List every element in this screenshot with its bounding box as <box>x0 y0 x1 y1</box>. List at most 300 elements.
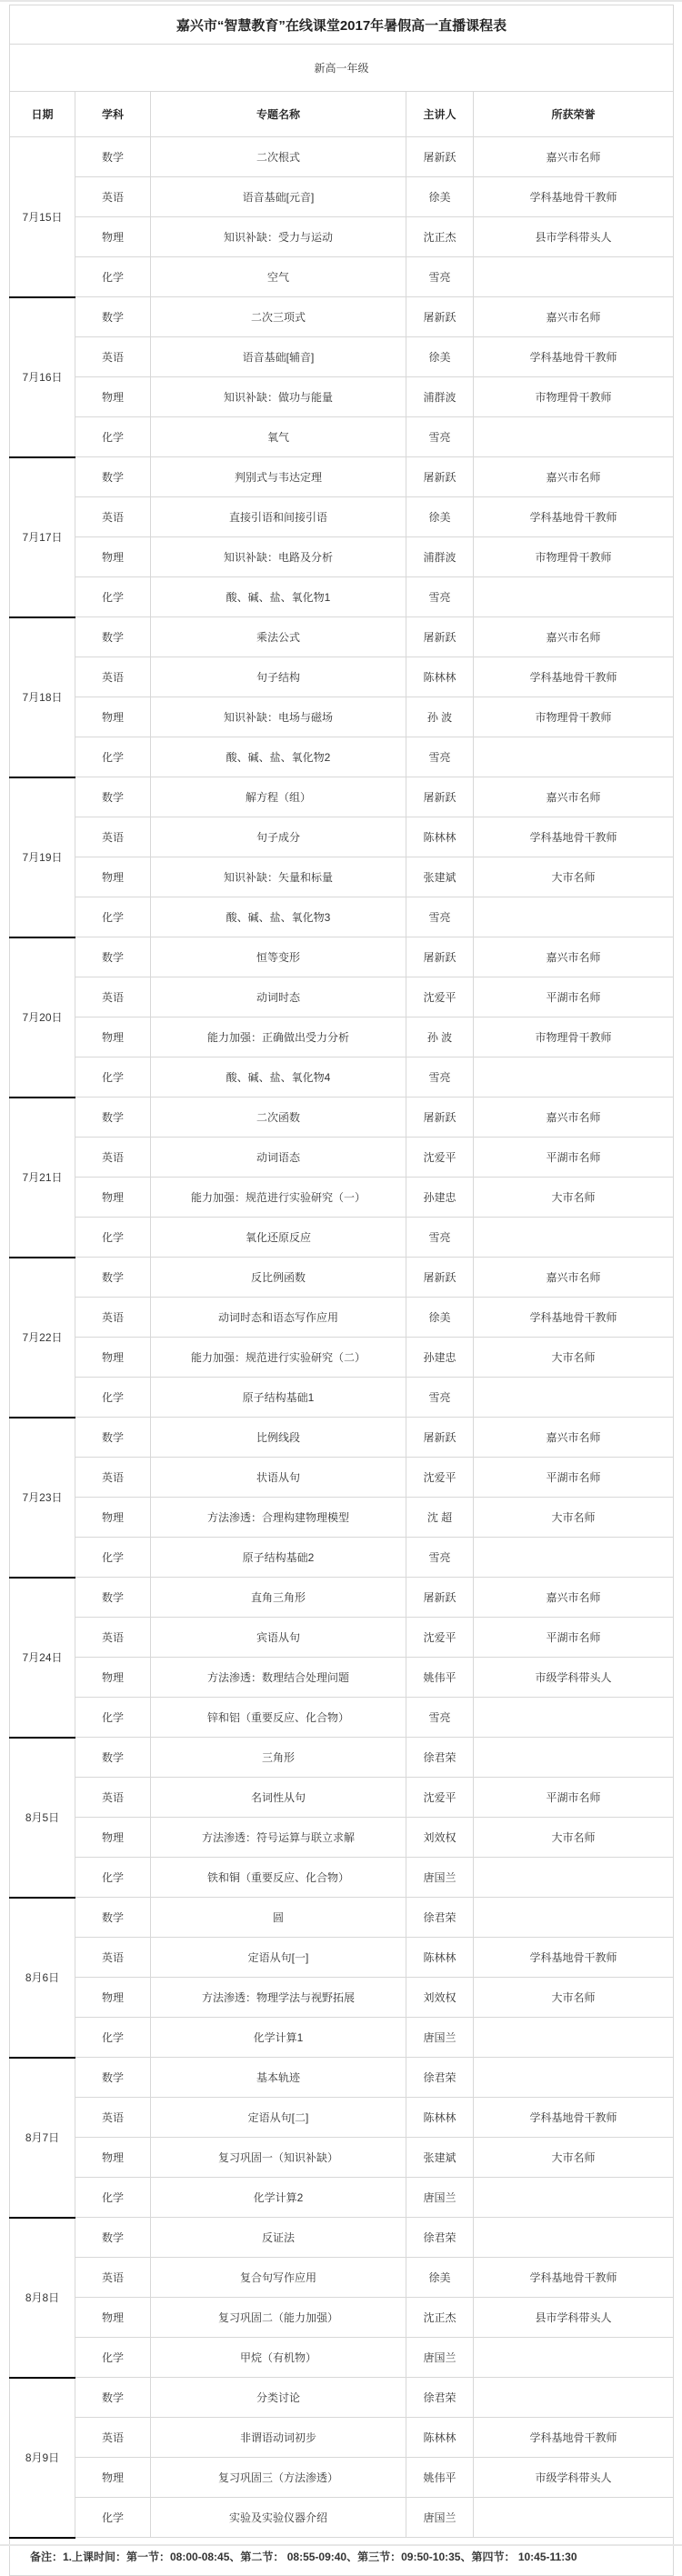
subject-cell: 物理 <box>75 1338 151 1378</box>
topic-cell: 定语从句[二] <box>151 2098 406 2138</box>
course-row <box>10 2498 674 2538</box>
speaker-cell: 雪亮 <box>406 1218 474 1258</box>
speaker-cell: 雪亮 <box>406 257 474 297</box>
speaker-cell: 屠新跃 <box>406 137 474 177</box>
subject-cell: 物理 <box>75 697 151 737</box>
speaker-cell: 刘效权 <box>406 1818 474 1858</box>
honor-cell: 学科基地骨干教师 <box>474 1938 674 1978</box>
subject-cell: 物理 <box>75 377 151 417</box>
subject-cell: 化学 <box>75 417 151 457</box>
course-row <box>10 377 674 417</box>
topic-cell: 动词时态 <box>151 977 406 1017</box>
topic-cell: 原子结构基础1 <box>151 1378 406 1418</box>
subject-cell: 化学 <box>75 2018 151 2058</box>
speaker-cell: 徐美 <box>406 497 474 537</box>
speaker-cell: 陈林林 <box>406 817 474 857</box>
topic-cell: 实验及实验仪器介绍 <box>151 2498 406 2538</box>
date-cell: 8月6日 <box>10 1898 75 2058</box>
topic-cell: 甲烷（有机物） <box>151 2338 406 2378</box>
topic-cell: 化学计算1 <box>151 2018 406 2058</box>
subject-cell: 化学 <box>75 737 151 777</box>
course-row <box>10 2378 674 2418</box>
topic-cell: 句子成分 <box>151 817 406 857</box>
speaker-cell: 姚伟平 <box>406 2458 474 2498</box>
date-cell: 7月16日 <box>10 297 75 457</box>
topic-cell: 能力加强：正确做出受力分析 <box>151 1017 406 1057</box>
honor-cell <box>474 1898 674 1938</box>
speaker-cell: 徐君荣 <box>406 2378 474 2418</box>
subject-cell: 物理 <box>75 1818 151 1858</box>
table-header-row <box>10 92 674 137</box>
course-row <box>10 1818 674 1858</box>
course-row <box>10 737 674 777</box>
topic-cell: 知识补缺：做功与能量 <box>151 377 406 417</box>
speaker-cell: 沈爱平 <box>406 1458 474 1498</box>
honor-cell <box>474 1698 674 1738</box>
topic-cell: 铁和铜（重要反应、化合物） <box>151 1858 406 1898</box>
subject-cell: 数学 <box>75 297 151 337</box>
speaker-cell: 屠新跃 <box>406 1418 474 1458</box>
speaker-cell: 雪亮 <box>406 577 474 617</box>
schedule-note: 备注：1.上课时间：第一节：08:00-08:45、第二节： 08:55-09:40、第三节：09:50-10:35、第四节： 10:45-11:30 <box>10 2538 674 2576</box>
honor-cell: 市物理骨干教师 <box>474 1017 674 1057</box>
topic-cell: 方法渗透：数理结合处理问题 <box>151 1658 406 1698</box>
subject-cell: 英语 <box>75 2098 151 2138</box>
topic-cell: 非谓语动词初步 <box>151 2418 406 2458</box>
topic-cell: 知识补缺：电场与磁场 <box>151 697 406 737</box>
column-header-honor: 所获荣誉 <box>474 92 674 137</box>
course-row <box>10 1858 674 1898</box>
subject-cell: 英语 <box>75 2258 151 2298</box>
honor-cell <box>474 2178 674 2218</box>
course-row <box>10 577 674 617</box>
honor-cell: 县市学科带头人 <box>474 2298 674 2338</box>
honor-cell <box>474 2338 674 2378</box>
subject-cell: 英语 <box>75 657 151 697</box>
subject-cell: 数学 <box>75 2058 151 2098</box>
honor-cell: 大市名师 <box>474 1818 674 1858</box>
subject-cell: 数学 <box>75 1418 151 1458</box>
subject-cell: 英语 <box>75 1938 151 1978</box>
subject-cell: 数学 <box>75 2378 151 2418</box>
course-row <box>10 1898 674 1938</box>
honor-cell <box>474 897 674 937</box>
course-row <box>10 2218 674 2258</box>
speaker-cell: 沈正杰 <box>406 217 474 257</box>
honor-cell <box>474 1858 674 1898</box>
bottom-divider <box>0 2544 682 2546</box>
topic-cell: 基本轨迹 <box>151 2058 406 2098</box>
topic-cell: 语音基础[辅音] <box>151 337 406 377</box>
course-row <box>10 1778 674 1818</box>
topic-cell: 化学计算2 <box>151 2178 406 2218</box>
course-row <box>10 1057 674 1098</box>
course-row <box>10 1698 674 1738</box>
honor-cell <box>474 737 674 777</box>
course-row <box>10 337 674 377</box>
honor-cell: 嘉兴市名师 <box>474 937 674 977</box>
course-row <box>10 657 674 697</box>
subject-cell: 物理 <box>75 2298 151 2338</box>
speaker-cell: 孙建忠 <box>406 1178 474 1218</box>
honor-cell <box>474 257 674 297</box>
honor-cell: 嘉兴市名师 <box>474 1578 674 1618</box>
honor-cell: 嘉兴市名师 <box>474 457 674 497</box>
topic-cell: 方法渗透：物理学法与视野拓展 <box>151 1978 406 2018</box>
column-header-topic: 专题名称 <box>151 92 406 137</box>
date-cell: 8月5日 <box>10 1738 75 1898</box>
subject-cell: 数学 <box>75 137 151 177</box>
topic-cell: 反比例函数 <box>151 1258 406 1298</box>
honor-cell <box>474 2058 674 2098</box>
speaker-cell: 徐美 <box>406 337 474 377</box>
course-row <box>10 297 674 337</box>
topic-cell: 圆 <box>151 1898 406 1938</box>
course-row <box>10 857 674 897</box>
speaker-cell: 屠新跃 <box>406 457 474 497</box>
topic-cell: 状语从句 <box>151 1458 406 1498</box>
course-row <box>10 137 674 177</box>
honor-cell: 学科基地骨干教师 <box>474 817 674 857</box>
course-row <box>10 2018 674 2058</box>
speaker-cell: 唐国兰 <box>406 1858 474 1898</box>
honor-cell: 平湖市名师 <box>474 977 674 1017</box>
honor-cell <box>474 2018 674 2058</box>
speaker-cell: 陈林林 <box>406 2418 474 2458</box>
subject-cell: 化学 <box>75 1378 151 1418</box>
course-row <box>10 1738 674 1778</box>
course-row <box>10 257 674 297</box>
course-row <box>10 2098 674 2138</box>
topic-cell: 复习巩固三（方法渗透） <box>151 2458 406 2498</box>
topic-cell: 句子结构 <box>151 657 406 697</box>
course-row <box>10 2058 674 2098</box>
subject-cell: 物理 <box>75 1178 151 1218</box>
honor-cell: 嘉兴市名师 <box>474 1098 674 1138</box>
honor-cell: 大市名师 <box>474 1978 674 2018</box>
subject-cell: 英语 <box>75 1298 151 1338</box>
speaker-cell: 徐美 <box>406 1298 474 1338</box>
speaker-cell: 雪亮 <box>406 897 474 937</box>
honor-cell: 学科基地骨干教师 <box>474 657 674 697</box>
subject-cell: 英语 <box>75 1618 151 1658</box>
date-cell: 7月20日 <box>10 937 75 1098</box>
course-row <box>10 697 674 737</box>
subject-cell: 化学 <box>75 1858 151 1898</box>
honor-cell: 学科基地骨干教师 <box>474 2098 674 2138</box>
honor-cell: 学科基地骨干教师 <box>474 2418 674 2458</box>
date-cell: 8月8日 <box>10 2218 75 2378</box>
topic-cell: 反证法 <box>151 2218 406 2258</box>
course-row <box>10 777 674 817</box>
topic-cell: 直角三角形 <box>151 1578 406 1618</box>
note-row <box>10 2538 674 2576</box>
honor-cell <box>474 1738 674 1778</box>
speaker-cell: 雪亮 <box>406 1538 474 1578</box>
honor-cell: 市物理骨干教师 <box>474 537 674 577</box>
honor-cell: 大市名师 <box>474 1338 674 1378</box>
honor-cell <box>474 1378 674 1418</box>
date-cell: 7月24日 <box>10 1578 75 1738</box>
topic-cell: 乘法公式 <box>151 617 406 657</box>
course-row <box>10 1578 674 1618</box>
topic-cell: 知识补缺：电路及分析 <box>151 537 406 577</box>
speaker-cell: 浦群波 <box>406 537 474 577</box>
speaker-cell: 徐君荣 <box>406 2058 474 2098</box>
speaker-cell: 雪亮 <box>406 737 474 777</box>
topic-cell: 判别式与韦达定理 <box>151 457 406 497</box>
topic-cell: 解方程（组） <box>151 777 406 817</box>
speaker-cell: 雪亮 <box>406 417 474 457</box>
honor-cell: 嘉兴市名师 <box>474 1258 674 1298</box>
honor-cell: 学科基地骨干教师 <box>474 497 674 537</box>
title-row <box>10 5 674 45</box>
course-row <box>10 2418 674 2458</box>
grade-label: 新高一年级 <box>10 45 674 92</box>
honor-cell: 学科基地骨干教师 <box>474 2258 674 2298</box>
honor-cell: 嘉兴市名师 <box>474 1418 674 1458</box>
date-cell: 8月7日 <box>10 2058 75 2218</box>
course-row <box>10 1258 674 1298</box>
speaker-cell: 沈正杰 <box>406 2298 474 2338</box>
date-cell: 7月19日 <box>10 777 75 937</box>
course-row <box>10 1138 674 1178</box>
topic-cell: 定语从句[一] <box>151 1938 406 1978</box>
topic-cell: 酸、碱、盐、氧化物1 <box>151 577 406 617</box>
topic-cell: 二次根式 <box>151 137 406 177</box>
honor-cell: 嘉兴市名师 <box>474 137 674 177</box>
course-row <box>10 1178 674 1218</box>
honor-cell <box>474 1538 674 1578</box>
subject-cell: 化学 <box>75 1698 151 1738</box>
speaker-cell: 孙 波 <box>406 1017 474 1057</box>
honor-cell: 大市名师 <box>474 1178 674 1218</box>
topic-cell: 复合句写作应用 <box>151 2258 406 2298</box>
speaker-cell: 孙 波 <box>406 697 474 737</box>
subject-cell: 物理 <box>75 1498 151 1538</box>
course-row <box>10 1658 674 1698</box>
page-title: 嘉兴市“智慧教育”在线课堂2017年暑假高一直播课程表 <box>10 5 674 45</box>
subtitle-row <box>10 45 674 92</box>
course-row <box>10 417 674 457</box>
subject-cell: 数学 <box>75 1098 151 1138</box>
date-cell: 7月17日 <box>10 457 75 617</box>
subject-cell: 英语 <box>75 977 151 1017</box>
speaker-cell: 唐国兰 <box>406 2178 474 2218</box>
course-row <box>10 2178 674 2218</box>
subject-cell: 数学 <box>75 777 151 817</box>
subject-cell: 数学 <box>75 2218 151 2258</box>
topic-cell: 酸、碱、盐、氧化物2 <box>151 737 406 777</box>
subject-cell: 数学 <box>75 1578 151 1618</box>
topic-cell: 酸、碱、盐、氧化物4 <box>151 1057 406 1098</box>
speaker-cell: 雪亮 <box>406 1378 474 1418</box>
speaker-cell: 沈爱平 <box>406 1618 474 1658</box>
subject-cell: 化学 <box>75 2498 151 2538</box>
topic-cell: 比例线段 <box>151 1418 406 1458</box>
speaker-cell: 徐君荣 <box>406 1738 474 1778</box>
subject-cell: 数学 <box>75 937 151 977</box>
subject-cell: 物理 <box>75 1978 151 2018</box>
course-row <box>10 1458 674 1498</box>
subject-cell: 英语 <box>75 1138 151 1178</box>
speaker-cell: 唐国兰 <box>406 2498 474 2538</box>
date-cell: 7月23日 <box>10 1418 75 1578</box>
subject-cell: 英语 <box>75 497 151 537</box>
topic-cell: 宾语从句 <box>151 1618 406 1658</box>
course-row <box>10 617 674 657</box>
topic-cell: 方法渗透：符号运算与联立求解 <box>151 1818 406 1858</box>
course-row <box>10 1538 674 1578</box>
course-row <box>10 2338 674 2378</box>
speaker-cell: 张建斌 <box>406 2138 474 2178</box>
honor-cell <box>474 1218 674 1258</box>
honor-cell <box>474 2498 674 2538</box>
speaker-cell: 沈爱平 <box>406 977 474 1017</box>
topic-cell: 分类讨论 <box>151 2378 406 2418</box>
subject-cell: 化学 <box>75 1538 151 1578</box>
subject-cell: 化学 <box>75 577 151 617</box>
subject-cell: 物理 <box>75 1017 151 1057</box>
honor-cell: 大市名师 <box>474 857 674 897</box>
course-row <box>10 497 674 537</box>
honor-cell: 县市学科带头人 <box>474 217 674 257</box>
speaker-cell: 唐国兰 <box>406 2018 474 2058</box>
topic-cell: 恒等变形 <box>151 937 406 977</box>
course-row <box>10 1978 674 2018</box>
speaker-cell: 雪亮 <box>406 1057 474 1098</box>
topic-cell: 方法渗透：合理构建物理模型 <box>151 1498 406 1538</box>
speaker-cell: 雪亮 <box>406 1698 474 1738</box>
subject-cell: 英语 <box>75 337 151 377</box>
topic-cell: 锌和铝（重要反应、化合物） <box>151 1698 406 1738</box>
speaker-cell: 屠新跃 <box>406 297 474 337</box>
course-row <box>10 937 674 977</box>
topic-cell: 氧化还原反应 <box>151 1218 406 1258</box>
subject-cell: 数学 <box>75 1738 151 1778</box>
course-row <box>10 457 674 497</box>
speaker-cell: 徐美 <box>406 177 474 217</box>
subject-cell: 物理 <box>75 537 151 577</box>
subject-cell: 化学 <box>75 897 151 937</box>
subject-cell: 物理 <box>75 2138 151 2178</box>
column-header-date: 日期 <box>10 92 75 137</box>
subject-cell: 数学 <box>75 617 151 657</box>
honor-cell <box>474 2378 674 2418</box>
subject-cell: 英语 <box>75 817 151 857</box>
topic-cell: 酸、碱、盐、氧化物3 <box>151 897 406 937</box>
topic-cell: 知识补缺：受力与运动 <box>151 217 406 257</box>
topic-cell: 名词性从句 <box>151 1778 406 1818</box>
subject-cell: 物理 <box>75 217 151 257</box>
subject-cell: 化学 <box>75 2338 151 2378</box>
speaker-cell: 陈林林 <box>406 657 474 697</box>
speaker-cell: 屠新跃 <box>406 617 474 657</box>
course-row <box>10 1378 674 1418</box>
honor-cell: 嘉兴市名师 <box>474 777 674 817</box>
course-row <box>10 2138 674 2178</box>
subject-cell: 物理 <box>75 2458 151 2498</box>
course-row <box>10 177 674 217</box>
course-row <box>10 2458 674 2498</box>
subject-cell: 化学 <box>75 1218 151 1258</box>
speaker-cell: 徐君荣 <box>406 1898 474 1938</box>
subject-cell: 数学 <box>75 1898 151 1938</box>
topic-cell: 动词时态和语态写作应用 <box>151 1298 406 1338</box>
subject-cell: 英语 <box>75 177 151 217</box>
column-header-subject: 学科 <box>75 92 151 137</box>
subject-cell: 化学 <box>75 1057 151 1098</box>
speaker-cell: 刘效权 <box>406 1978 474 2018</box>
course-row <box>10 1618 674 1658</box>
honor-cell <box>474 2218 674 2258</box>
speaker-cell: 屠新跃 <box>406 1578 474 1618</box>
speaker-cell: 浦群波 <box>406 377 474 417</box>
date-cell: 7月22日 <box>10 1258 75 1418</box>
course-row <box>10 1298 674 1338</box>
topic-cell: 原子结构基础2 <box>151 1538 406 1578</box>
speaker-cell: 沈爱平 <box>406 1778 474 1818</box>
topic-cell: 能力加强：规范进行实验研究（一） <box>151 1178 406 1218</box>
course-row <box>10 1017 674 1057</box>
course-row <box>10 2298 674 2338</box>
speaker-cell: 屠新跃 <box>406 1258 474 1298</box>
course-row <box>10 2258 674 2298</box>
date-cell: 8月9日 <box>10 2378 75 2538</box>
course-row <box>10 1098 674 1138</box>
honor-cell: 市物理骨干教师 <box>474 377 674 417</box>
speaker-cell: 徐美 <box>406 2258 474 2298</box>
honor-cell: 大市名师 <box>474 1498 674 1538</box>
course-row <box>10 897 674 937</box>
date-cell: 7月18日 <box>10 617 75 777</box>
course-row <box>10 1938 674 1978</box>
subject-cell: 物理 <box>75 857 151 897</box>
honor-cell: 学科基地骨干教师 <box>474 337 674 377</box>
honor-cell: 嘉兴市名师 <box>474 297 674 337</box>
speaker-cell: 唐国兰 <box>406 2338 474 2378</box>
speaker-cell: 沈 超 <box>406 1498 474 1538</box>
course-row <box>10 1338 674 1378</box>
course-row <box>10 537 674 577</box>
honor-cell <box>474 417 674 457</box>
speaker-cell: 屠新跃 <box>406 1098 474 1138</box>
speaker-cell: 姚伟平 <box>406 1658 474 1698</box>
honor-cell: 市级学科带头人 <box>474 1658 674 1698</box>
date-cell: 7月21日 <box>10 1098 75 1258</box>
honor-cell: 平湖市名师 <box>474 1618 674 1658</box>
subject-cell: 数学 <box>75 457 151 497</box>
honor-cell: 市级学科带头人 <box>474 2458 674 2498</box>
honor-cell: 嘉兴市名师 <box>474 617 674 657</box>
topic-cell: 动词语态 <box>151 1138 406 1178</box>
speaker-cell: 徐君荣 <box>406 2218 474 2258</box>
subject-cell: 英语 <box>75 1778 151 1818</box>
speaker-cell: 陈林林 <box>406 1938 474 1978</box>
honor-cell: 学科基地骨干教师 <box>474 1298 674 1338</box>
topic-cell: 二次函数 <box>151 1098 406 1138</box>
topic-cell: 三角形 <box>151 1738 406 1778</box>
course-row <box>10 217 674 257</box>
topic-cell: 复习巩固一（知识补缺） <box>151 2138 406 2178</box>
topic-cell: 空气 <box>151 257 406 297</box>
date-cell: 7月15日 <box>10 137 75 297</box>
speaker-cell: 屠新跃 <box>406 777 474 817</box>
topic-cell: 能力加强：规范进行实验研究（二） <box>151 1338 406 1378</box>
subject-cell: 数学 <box>75 1258 151 1298</box>
course-row <box>10 1498 674 1538</box>
speaker-cell: 陈林林 <box>406 2098 474 2138</box>
